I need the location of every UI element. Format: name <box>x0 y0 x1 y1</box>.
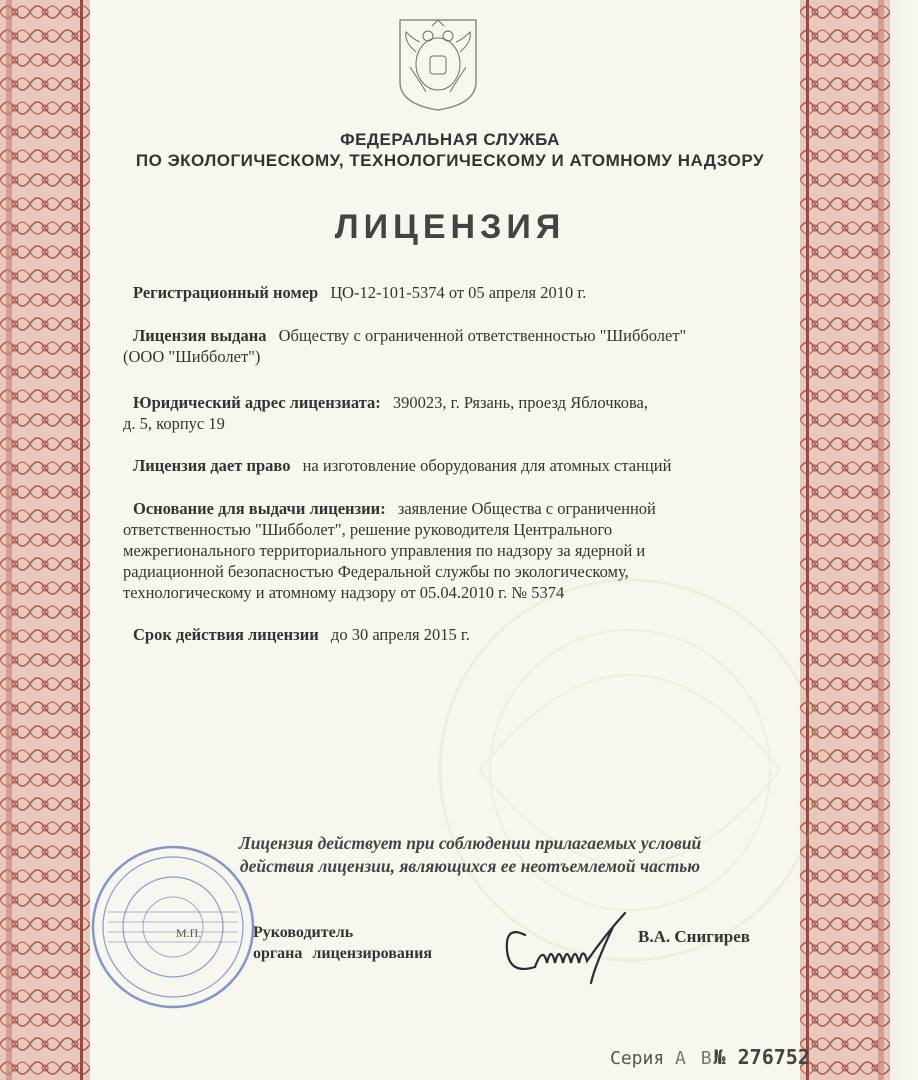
issuance-basis-line-1: заявление Общества с ограниченной <box>397 499 656 518</box>
left-ornamental-border <box>0 0 90 1080</box>
series-serial-number: № 276752 <box>713 1045 810 1069</box>
legal-address-field <box>123 392 773 434</box>
license-right-label: Лицензия дает право <box>133 456 291 475</box>
legal-address-label: Юридический адрес лицензиата: <box>133 393 381 412</box>
issuance-basis-label: Основание для выдачи лицензии: <box>133 499 386 518</box>
handwritten-signature <box>495 905 645 985</box>
series-number <box>610 1045 810 1069</box>
stamp-place-mark: М.П. <box>176 926 202 940</box>
issued-to-value: Обществу с ограниченной ответственностью "Шибболет" <box>278 326 687 345</box>
legal-address-value-cont: д. 5, корпус 19 <box>123 414 225 433</box>
issued-to-label: Лицензия выдана <box>133 326 267 345</box>
series-label: Серия <box>610 1048 665 1069</box>
head-role-line-1: Руководитель <box>253 924 354 941</box>
signer-name: В.А. Снигирев <box>638 927 750 946</box>
registration-number-field <box>133 282 783 303</box>
issuance-basis-field <box>123 498 773 603</box>
paper-edge <box>890 0 918 1080</box>
registration-number-value: ЦО-12-101-5374 от 05 апреля 2010 г. <box>330 283 587 302</box>
validity-label: Срок действия лицензии <box>133 625 319 644</box>
series-letters: А В <box>675 1048 714 1069</box>
head-role-line-2: органа лицензирования <box>253 945 432 962</box>
legal-address-value: 390023, г. Рязань, проезд Яблочкова, <box>392 393 648 412</box>
registration-number-label: Регистрационный номер <box>133 283 319 302</box>
conditions-note-line-1: Лицензия действует при соблюдении прилагаемых условий <box>238 833 702 853</box>
issued-to-field <box>123 325 773 367</box>
coat-of-arms-emblem <box>390 12 486 112</box>
validity-field <box>133 624 783 645</box>
conditions-note-line-2: действия лицензии, являющихся ее неотъемлемой частью <box>239 856 701 876</box>
document-title: ЛИЦЕНЗИЯ <box>334 208 566 246</box>
agency-name-line-2: ПО ЭКОЛОГИЧЕСКОМУ, ТЕХНОЛОГИЧЕСКОМУ И АТОМНОМУ НАДЗОРУ <box>135 151 765 170</box>
validity-value: до 30 апреля 2015 г. <box>330 625 470 644</box>
issued-to-short-name: (ООО "Шибболет") <box>123 347 261 366</box>
license-right-field <box>133 455 783 476</box>
issuance-basis-line-3: межрегионального территориального управления по надзору за ядерной и <box>123 541 646 560</box>
issuance-basis-line-5: технологическому и атомному надзору от 05.04.2010 г. № 5374 <box>123 583 565 602</box>
agency-name-line-1: ФЕДЕРАЛЬНАЯ СЛУЖБА <box>340 130 560 149</box>
official-seal-stamp <box>88 842 258 1012</box>
issuance-basis-line-2: ответственностью "Шибболет", решение руководителя Центрального <box>123 520 613 539</box>
issuance-basis-line-4: радиационной безопасностью Федеральной службы по экологическому, <box>123 562 629 581</box>
license-right-value: на изготовление оборудования для атомных станций <box>302 456 672 475</box>
